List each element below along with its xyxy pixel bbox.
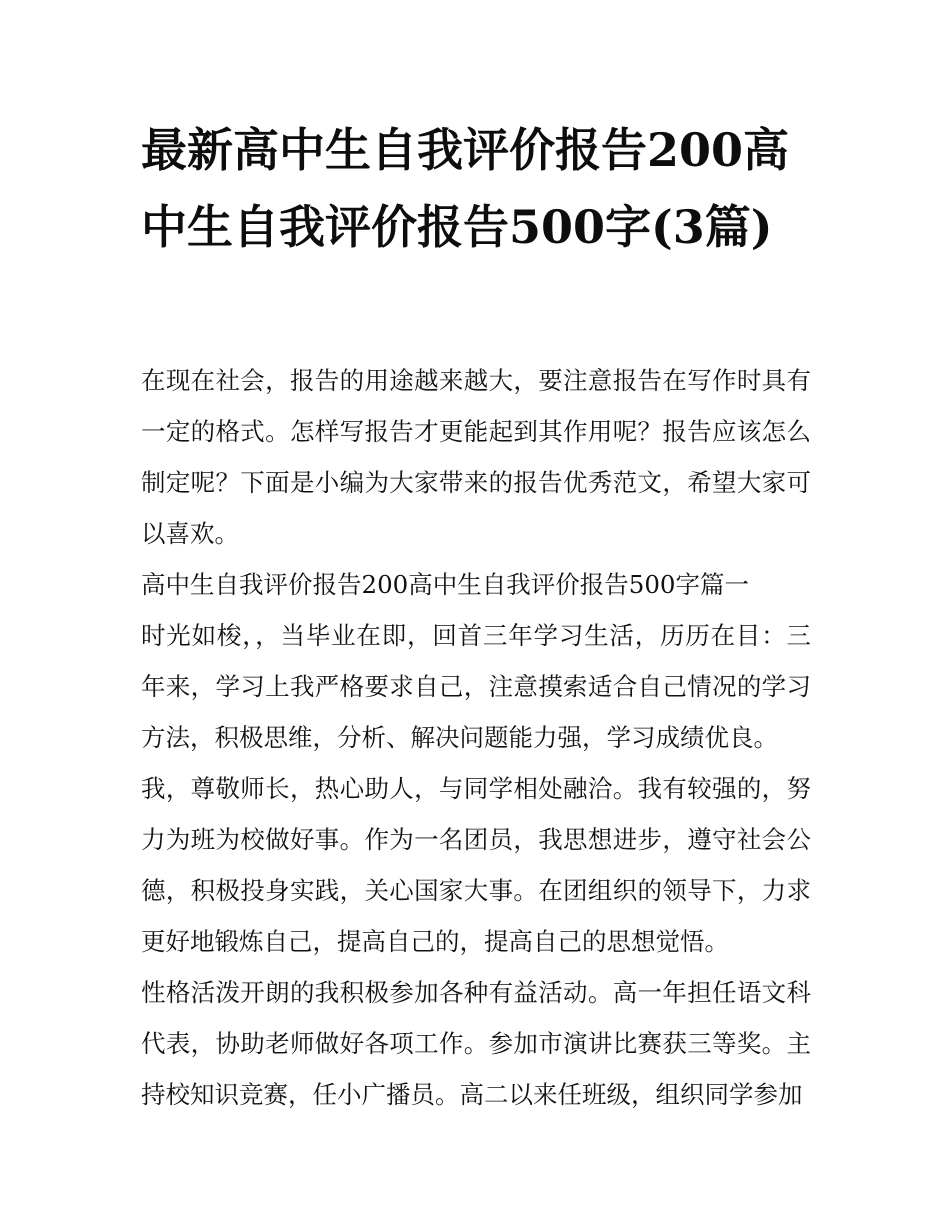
body-paragraph: 我，尊敬师长，热心助人，与同学相处融洽。我有较强的，努力为班为校做好事。作为一名团员，我思想进步，遵守社会公德，积极投身实践，关心国家大事。在团组织的领导下，力求更好地锻炼自己，提高自己的，提高自己的思想觉悟。 [141,774,811,956]
intro-paragraph: 在现在社会，报告的用途越来越大，要注意报告在写作时具有一定的格式。怎样写报告才更能起到其作用呢？报告应该怎么制定呢？下面是小编为大家带来的报告优秀范文，希望大家可以喜欢。 [141,366,811,548]
body-paragraph: 时光如梭，，当毕业在即，回首三年学习生活，历历在目：三年来，学习上我严格要求自己，注意摸索适合自己情况的学习方法，积极思维，分析、解决问题能力强，学习成绩优良。 [141,621,811,752]
section-subheading: 高中生自我评价报告200高中生自我评价报告500字篇一 [141,570,750,599]
body-paragraph: 性格活泼开朗的我积极参加各种有益活动。高一年担任语文科代表，协助老师做好各项工作。参加市演讲比赛获三等奖。主持校知识竞赛，任小广播员。高二以来任班级，组织同学参加 [141,978,811,1109]
document-body [141,355,811,1120]
document-title: 最新高中生自我评价报告200高中生自我评价报告500字(3篇) [141,123,790,254]
